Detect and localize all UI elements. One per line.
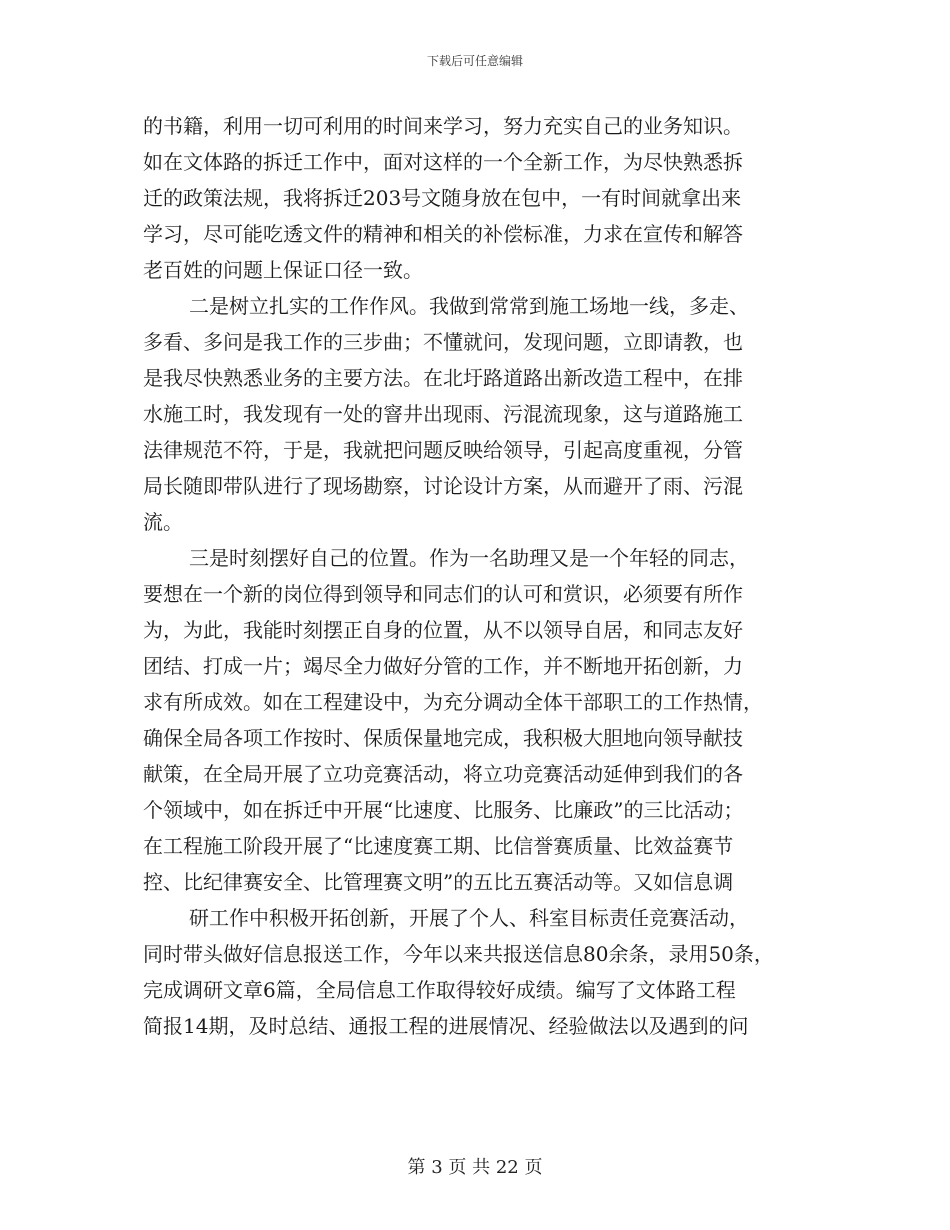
text-line: 求有所成效。如在工程建设中，为充分调动全体干部职工的工作热情， (143, 690, 763, 714)
text-line: 流。 (143, 510, 183, 534)
text-line: 水施工时，我发现有一处的窨井出现雨、污混流现象，这与道路施工 (143, 402, 743, 426)
text-line: 献策，在全局开展了立功竞赛活动，将立功竞赛活动延伸到我们的各 (143, 762, 743, 786)
text-line: 要想在一个新的岗位得到领导和同志们的认可和赏识，必须要有所作 (143, 582, 743, 606)
text-line: 控、比纪律赛安全、比管理赛文明”的五比五赛活动等。又如信息调 (143, 870, 734, 894)
text-line: 在工程施工阶段开展了“比速度赛工期、比信誉赛质量、比效益赛节 (143, 834, 734, 858)
paragraph-start-line: 二是树立扎实的工作作风。我做到常常到施工场地一线，多走、 (189, 294, 749, 318)
text-line: 的书籍，利用一切可利用的时间来学习，努力充实自己的业务知识。 (143, 114, 743, 138)
text-line: 学习，尽可能吃透文件的精神和相关的补偿标准，力求在宣传和解答 (143, 222, 743, 246)
text-line: 完成调研文章6篇，全局信息工作取得较好成绩。编写了文体路工程 (143, 978, 736, 1002)
document-body (143, 108, 833, 1044)
text-line: 如在文体路的拆迁工作中，面对这样的一个全新工作，为尽快熟悉拆 (143, 150, 743, 174)
text-line: 为，为此，我能时刻摆正自身的位置，从不以领导自居，和同志友好 (143, 618, 743, 642)
text-line: 是我尽快熟悉业务的主要方法。在北圩路道路出新改造工程中，在排 (143, 366, 743, 390)
text-line: 老百姓的问题上保证口径一致。 (143, 258, 423, 282)
page-number-footer: 第 3 页 共 22 页 (407, 1157, 543, 1178)
text-line: 个领域中，如在拆迁中开展“比速度、比服务、比廉政”的三比活动； (143, 798, 744, 822)
page-header: 下载后可任意编辑 (426, 54, 523, 68)
text-line: 确保全局各项工作按时、保质保量地完成，我积极大胆地向领导献技 (143, 726, 743, 750)
paragraph-start-line: 研工作中积极开拓创新，开展了个人、科室目标责任竞赛活动， (189, 906, 749, 930)
text-line: 多看、多问是我工作的三步曲；不懂就问，发现问题，立即请教，也 (143, 330, 743, 354)
text-line: 迁的政策法规，我将拆迁203号文随身放在包中，一有时间就拿出来 (143, 186, 742, 210)
text-line: 团结、打成一片；竭尽全力做好分管的工作，并不断地开拓创新，力 (143, 654, 743, 678)
text-line: 同时带头做好信息报送工作，今年以来共报送信息80余条，录用50条， (143, 942, 774, 966)
text-line: 简报14期，及时总结、通报工程的进展情况、经验做法以及遇到的问 (143, 1014, 749, 1038)
text-line: 局长随即带队进行了现场勘察，讨论设计方案，从而避开了雨、污混 (143, 474, 743, 498)
paragraph-start-line: 三是时刻摆好自己的位置。作为一名助理又是一个年轻的同志， (189, 546, 749, 570)
text-line: 法律规范不符，于是，我就把问题反映给领导，引起高度重视，分管 (143, 438, 743, 462)
